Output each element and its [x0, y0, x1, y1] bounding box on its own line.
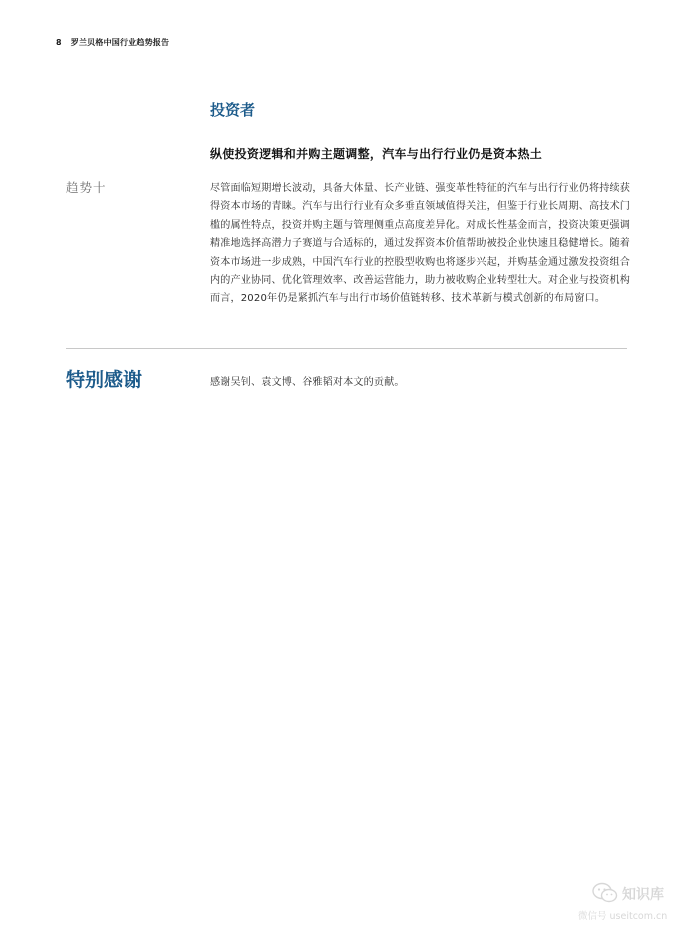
trend-label: 趋势十	[66, 180, 107, 195]
watermark-subtitle: 微信号 useitcom.cn	[578, 911, 668, 922]
page-number: 8	[56, 38, 62, 47]
watermark	[570, 878, 680, 928]
watermark-name: 知识库	[622, 887, 664, 903]
section-title: 投资者	[210, 101, 256, 119]
thanks-body: 感谢吴钊、袁文博、谷雅韬对本文的贡献。	[210, 377, 405, 388]
wechat-icon	[592, 882, 618, 904]
page-header	[56, 37, 169, 48]
trend-body-paragraph: 尽管面临短期增长波动，具备大体量、长产业链、强变革性特征的汽车与出行行业仍将持续获得资本市场的青睐。汽车与出行行业有众多垂直领域值得关注，但鉴于行业长周期、高技术门槛的属性特点，投资并购主题与管理侧重点高度差异化。对成长性基金而言，投资决策更强调精准地选择高潜力子赛道与合适标的，通过发挥资本价值帮助被投企业快速且稳健增长。随着资本市场进一步成熟，中国汽车行业的控股型收购也将逐步兴起，并购基金通过激发投资组合内的产业协同、优化管理效率、改善运营能力，助力被收购企业转型壮大。对企业与投资机构而言，2020年仍是紧抓汽车与出行市场价值链转移、技术革新与模式创新的布局窗口。	[210, 183, 630, 305]
thanks-title: 特别感谢	[66, 369, 143, 391]
report-title: 罗兰贝格中国行业趋势报告	[70, 38, 170, 47]
section-divider	[66, 348, 627, 349]
trend-heading: 纵使投资逻辑和并购主题调整，汽车与出行行业仍是资本热土	[210, 147, 543, 161]
